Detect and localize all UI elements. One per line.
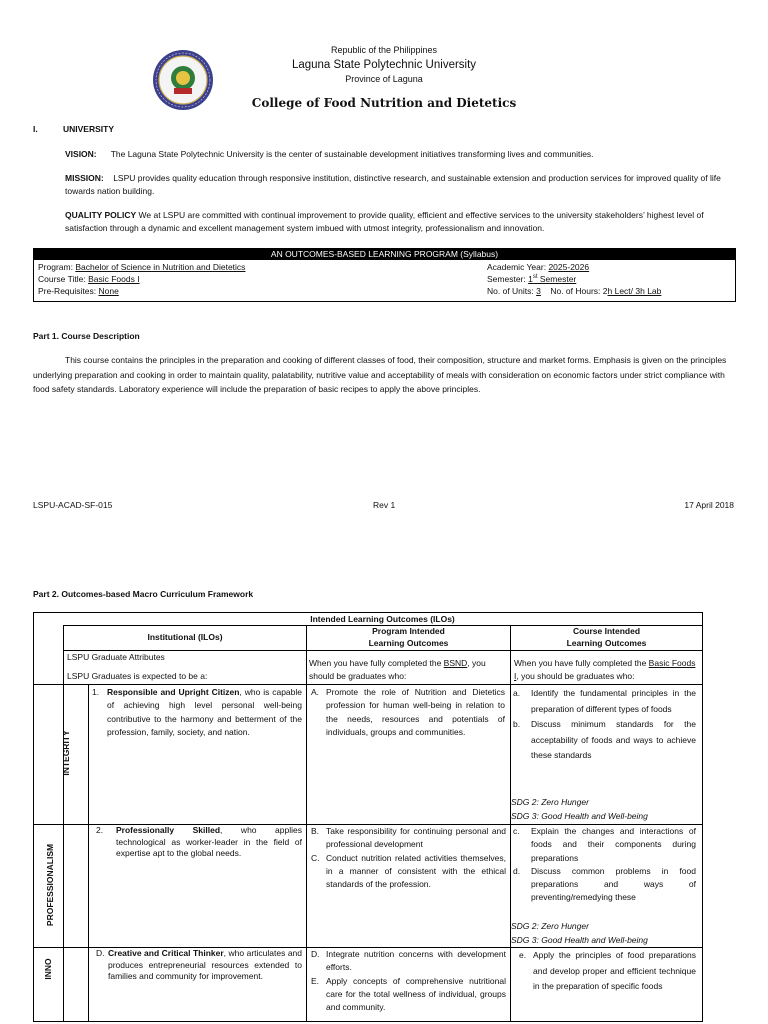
syllabus-info-box — [33, 248, 736, 302]
ilo-title: Responsible and Upright Citizen — [107, 687, 240, 697]
quality-label: QUALITY POLICY — [65, 210, 137, 220]
syllabus-banner: AN OUTCOMES-BASED LEARNING PROGRAM (Syllabus) — [34, 249, 735, 260]
col-header-program — [307, 626, 510, 649]
plo-text: Promote the role of Nutrition and Dietetics profession for human well-being in relation to the needs, resources and potentials of individuals, groups and communities. — [326, 687, 505, 737]
clo-text: Apply the principles of food preparations and develop proper and efficient technique in the preparation of specific foods — [533, 950, 696, 991]
plo-marker: C. — [311, 852, 320, 863]
clo-marker: e. — [519, 950, 527, 960]
ilo-table — [33, 612, 703, 1022]
program-label: Program: — [38, 262, 73, 272]
ay-label: Academic Year: — [487, 262, 547, 272]
university-name: Laguna State Polytechnic University — [291, 59, 477, 71]
vision-text: The Laguna State Polytechnic University is the center of sustainable development initiatives transforming lives and communities. — [110, 149, 594, 159]
ilo-creative-thinker — [96, 948, 302, 983]
mission-label: MISSION: — [65, 173, 104, 183]
section-title: UNIVERSITY — [63, 124, 115, 134]
ay-value: 2025-2026 — [548, 262, 590, 272]
hours-label: No. of Hours: 2 — [550, 286, 608, 296]
col-header-course — [511, 626, 702, 649]
quality-text: We at LSPU are committed with continual improvement to provide quality, efficient and effective services to the university stakeholders’ highest level of satisfaction through a dynamic and excellent management system imbued with utmost integrity, professionalism and innovation. — [65, 210, 704, 233]
mission-paragraph — [65, 172, 735, 198]
clo-marker: c. — [513, 826, 520, 836]
program-row — [38, 262, 245, 272]
course-intro-b: , you should be graduates who: — [516, 671, 635, 682]
course-label: Course Title: — [38, 274, 86, 284]
ilo-title: Professionally Skilled — [116, 825, 221, 835]
clo-list-innovation — [519, 948, 696, 995]
ilo-responsible-citizen — [92, 686, 302, 739]
prereq-row — [38, 286, 119, 296]
course-intro — [514, 657, 700, 684]
clo-list-professionalism — [513, 825, 696, 905]
clo-text: Discuss minimum standards for the acceptability of foods and ways to achieve these standards — [531, 719, 696, 760]
ilo-table-title: Intended Learning Outcomes (ILOs) — [310, 614, 455, 624]
ilo-number: 2. — [96, 825, 104, 835]
program-intro-a: When you have fully completed the — [309, 658, 444, 668]
program-intro-u: BSND — [443, 658, 468, 668]
ilo-description: , who articulates and produces entrepreneurial resources extended to families and community for improvement. — [108, 948, 303, 981]
college-name: College of Food Nutrition and Dietetics — [251, 96, 517, 110]
course-value: Basic Foods I — [88, 274, 140, 284]
footer-code: LSPU-ACAD-SF-015 — [33, 500, 113, 510]
clo-text: Identify the fundamental principles in the preparation of different types of foods — [531, 688, 696, 714]
sem-value — [528, 274, 576, 284]
row-label-professionalism: PROFESSIONALISM — [45, 843, 55, 927]
plo-marker: D. — [311, 949, 320, 959]
prereq-value: None — [98, 286, 119, 296]
col-header-institutional: Institutional (ILOs) — [147, 632, 223, 642]
section-heading-university — [33, 124, 114, 134]
plo-marker: E. — [311, 975, 320, 986]
ilo-number: D. — [96, 948, 105, 958]
clo-text: Explain the changes and interactions of foods and their components during preparations — [531, 826, 696, 863]
plo-list-professionalism — [311, 825, 506, 891]
sdg-good-health: SDG 3: Good Health and Well-being — [511, 811, 648, 821]
program-intro — [309, 657, 507, 684]
graduate-attributes-line1: LSPU Graduate Attributes — [67, 652, 165, 662]
vision-paragraph — [65, 148, 735, 161]
course-description: This course contains the principles in the preparation and cooking of different classes of food, their composition, structure and market forms. Emphasis is given on the principles underlying preparation and cooking in order to maintain quality, palatability, nutritive value and acceptability of meals with consideration on economic factors under strict compliance with food safety standards. Laboratory experience will include the preparation of basic recipes to apply the above principles. — [33, 355, 727, 394]
sem-number: 1 — [528, 274, 533, 284]
units-value: 3 — [536, 286, 541, 296]
clo-marker: d. — [513, 865, 521, 876]
program-value: Bachelor of Science in Nutrition and Dietetics — [75, 262, 246, 272]
col-header-course-line1: Course Intended — [572, 626, 641, 636]
prereq-label: Pre-Requisites: — [38, 286, 97, 296]
course-row — [38, 274, 140, 284]
clo-marker: b. — [513, 719, 521, 729]
units-hours-row — [487, 286, 661, 296]
col-header-program-line2: Learning Outcomes — [368, 637, 449, 648]
sem-superscript: st — [532, 274, 538, 281]
vision-label: VISION: — [65, 149, 97, 159]
part1-title: Part 1. Course Description — [33, 331, 140, 341]
footer-date: 17 April 2018 — [684, 500, 734, 510]
province-line: Province of Laguna — [345, 74, 423, 84]
hours-value: h Lect/ 3h Lab — [607, 286, 662, 296]
footer-rev: Rev 1 — [373, 500, 396, 510]
republic-line: Republic of the Philippines — [330, 45, 438, 55]
clo-text: Discuss common problems in food preparations and ways of preventing/remedying these — [531, 865, 696, 903]
semester-row — [487, 274, 576, 284]
ilo-title: Creative and Critical Thinker — [108, 948, 224, 958]
plo-marker: B. — [311, 826, 320, 836]
sem-text: Semester — [537, 274, 577, 284]
sdg-zero-hunger: SDG 2: Zero Hunger — [511, 797, 589, 807]
row-label-integrity: INTEGRITY — [61, 730, 71, 776]
plo-list-innovation — [311, 948, 506, 1014]
plo-text: Integrate nutrition concerns with development efforts. — [326, 949, 506, 973]
ilo-number: 1. — [92, 687, 100, 697]
program-intro-b: , you should be graduates who: — [309, 658, 486, 682]
col-header-course-line2: Learning Outcomes — [566, 637, 647, 648]
ilo-professionally-skilled — [96, 825, 302, 860]
sdg-zero-hunger: SDG 2: Zero Hunger — [511, 921, 589, 931]
clo-marker: a. — [513, 688, 521, 698]
graduate-attributes-line2: LSPU Graduates is expected to be a: — [67, 671, 208, 681]
course-intro-u: Basic Foods I — [514, 658, 696, 682]
part2-title: Part 2. Outcomes-based Macro Curriculum Framework — [33, 589, 254, 599]
plo-text: Apply concepts of comprehensive nutritional care for the total wellness of individual, groups and community. — [326, 975, 506, 1013]
quality-policy-paragraph — [65, 209, 735, 235]
sem-label: Semester: — [487, 274, 526, 284]
plo-text: Conduct nutrition related activities themselves, in a manner of consistent with the ethical standards of the profession. — [326, 852, 506, 890]
col-header-program-line1: Program Intended — [372, 626, 445, 636]
row-label-inno: INNO — [43, 958, 53, 980]
mission-text: LSPU provides quality education through responsive institution, distinctive research, and sustainable extension and production services for improved quality of life towards nation building. — [65, 173, 721, 196]
units-label: No. of Units: — [487, 286, 534, 296]
section-number: I. — [33, 124, 38, 134]
clo-list-integrity — [513, 686, 696, 764]
plo-text: Take responsibility for continuing personal and professional development — [326, 826, 506, 850]
course-intro-a: When you have fully completed the — [514, 658, 649, 668]
plo-list-integrity — [311, 686, 505, 739]
ilo-description: , who is capable of achieving high level personal well-being contributive to the harmony and betterment of the profession, family, society, and nation. — [107, 687, 303, 737]
sdg-good-health: SDG 3: Good Health and Well-being — [511, 935, 648, 945]
academic-year-row — [487, 262, 589, 272]
ilo-description: , who applies technological as worker-leader in the field of expertise apt to the global needs. — [116, 825, 302, 858]
plo-marker: A. — [311, 687, 320, 697]
